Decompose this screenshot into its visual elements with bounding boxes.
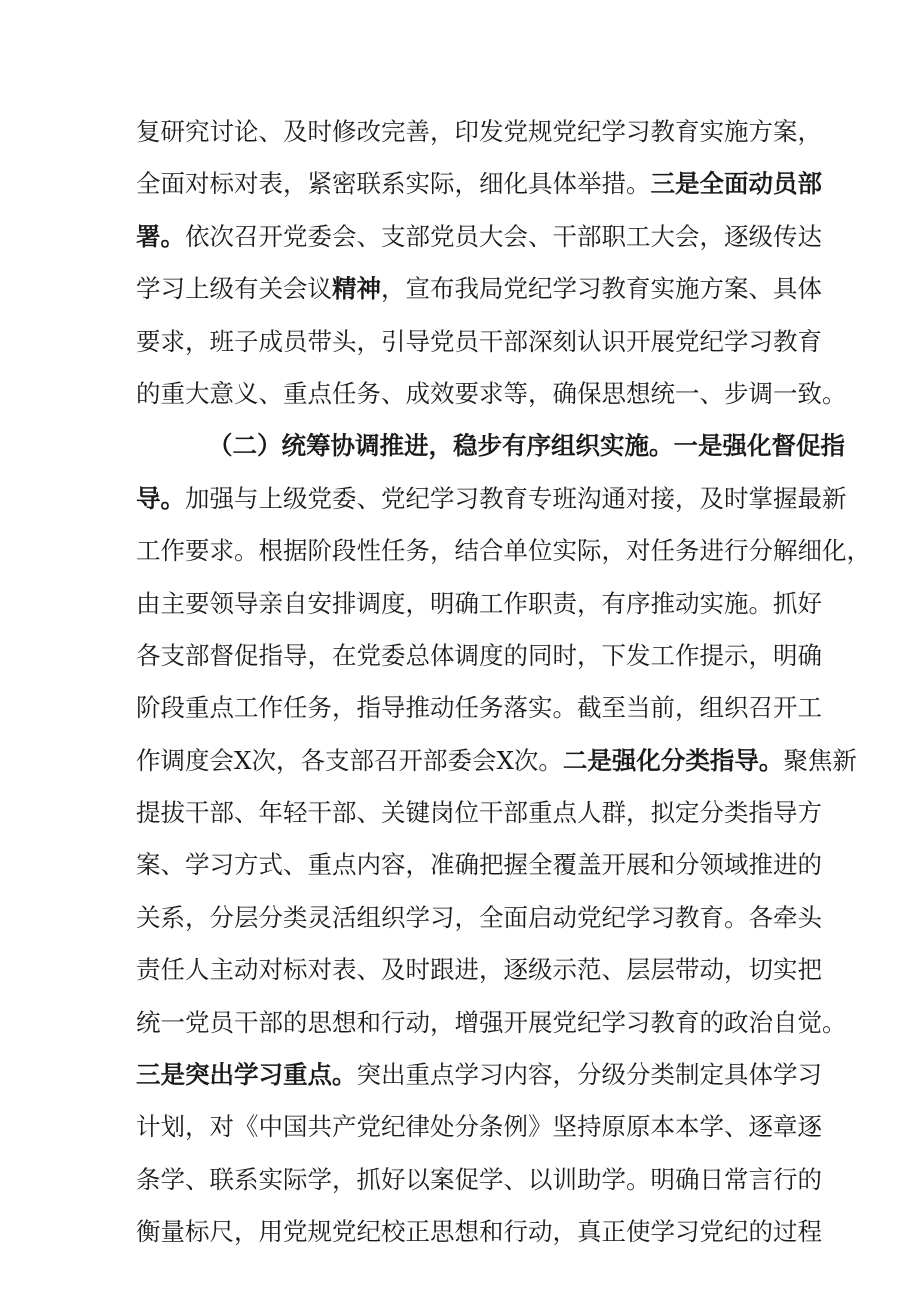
text-line (136, 997, 847, 1049)
text-run: 复研究讨论、及时修改完善，印发党规党纪学习教育实施方案， (136, 117, 822, 146)
bold-text-run: 三是突出学习重点。 (136, 1060, 357, 1090)
text-run: 依次召开党委会、支部党员大会、干部职工大会，逐级传达 (185, 221, 822, 251)
text-line (136, 630, 822, 682)
text-line (136, 1049, 822, 1101)
text-line (136, 525, 871, 577)
text-run: 要求，班子成员带头，引导党员干部深刻认识开展党纪学习教育 (136, 326, 822, 356)
bold-text-run: 导。 (136, 483, 185, 513)
paragraph-1 (136, 106, 847, 420)
paragraph-2 (136, 420, 871, 1258)
text-line (136, 735, 857, 787)
text-line (136, 368, 847, 420)
document-body (136, 106, 871, 1259)
text-run: 全面对标对表，紧密联系实际，细化具体举措。 (136, 169, 651, 199)
text-line (136, 211, 822, 263)
text-line (136, 316, 822, 368)
bold-text-run: 精神 (332, 274, 381, 304)
text-run: 学习上级有关会议 (136, 274, 332, 304)
text-run: 工作要求。根据阶段性任务，结合单位实际，对任务进行分解细化， (136, 536, 871, 566)
text-line (136, 473, 847, 525)
bold-text-run: （二）统筹协调推进，稳步有序组织实施。一是强化督促指 (208, 431, 845, 461)
bold-text-run: 二是强化分类指导。 (562, 745, 784, 775)
text-line (136, 892, 822, 944)
text-run: ，宣布我局党纪学习教育实施方案、具体 (381, 274, 822, 304)
text-run: 加强与上级党委、党纪学习教育专班沟通对接，及时掌握最新 (185, 483, 847, 513)
text-line (136, 420, 845, 472)
text-run: 阶段重点工作任务，指导推动任务落实。截至当前，组织召开工 (136, 693, 822, 723)
text-run: 统一党员干部的思想和行动，增强开展党纪学习教育的政治自觉。 (136, 1007, 847, 1037)
text-run: 衡量标尺，用党规党纪校正思想和行动，真正使学习党纪的过程 (136, 1217, 822, 1247)
text-run: 聚焦新 (783, 745, 857, 775)
text-line (136, 787, 822, 839)
text-line (136, 682, 822, 734)
text-line (136, 158, 822, 210)
text-run: 各支部督促指导，在党委总体调度的同时，下发工作提示，明确 (136, 640, 822, 670)
text-line (136, 1154, 822, 1206)
text-run: 条学、联系实际学，抓好以案促学、以训助学。明确日常言行的 (136, 1164, 822, 1194)
text-run: 提拔干部、年轻干部、关键岗位干部重点人群，拟定分类指导方 (136, 798, 822, 828)
bold-text-run: 三是全面动员部 (650, 169, 822, 199)
text-run: 关系，分层分类灵活组织学习，全面启动党纪学习教育。各牵头 (136, 902, 822, 932)
text-run: 作调度会X次，各支部召开部委会X次。 (136, 745, 563, 775)
text-line (136, 1206, 822, 1258)
text-run: 突出重点学习内容，分级分类制定具体学习 (356, 1060, 822, 1090)
text-line (136, 578, 822, 630)
text-line (136, 1101, 822, 1153)
text-line (136, 263, 822, 315)
text-line (136, 106, 822, 158)
text-run: 责任人主动对标对表、及时跟进，逐级示范、层层带动，切实把 (136, 955, 822, 985)
bold-text-run: 署。 (136, 221, 185, 251)
text-line (136, 944, 822, 996)
text-run: 由主要领导亲自安排调度，明确工作职责，有序推动实施。抓好 (136, 588, 822, 618)
text-run: 计划，对《中国共产党纪律处分条例》坚持原原本本学、逐章逐 (136, 1112, 822, 1142)
text-line (136, 839, 822, 891)
text-run: 案、学习方式、重点内容，准确把握全覆盖开展和分领域推进的 (136, 850, 822, 880)
text-run: 的重大意义、重点任务、成效要求等，确保思想统一、步调一致。 (136, 378, 847, 408)
